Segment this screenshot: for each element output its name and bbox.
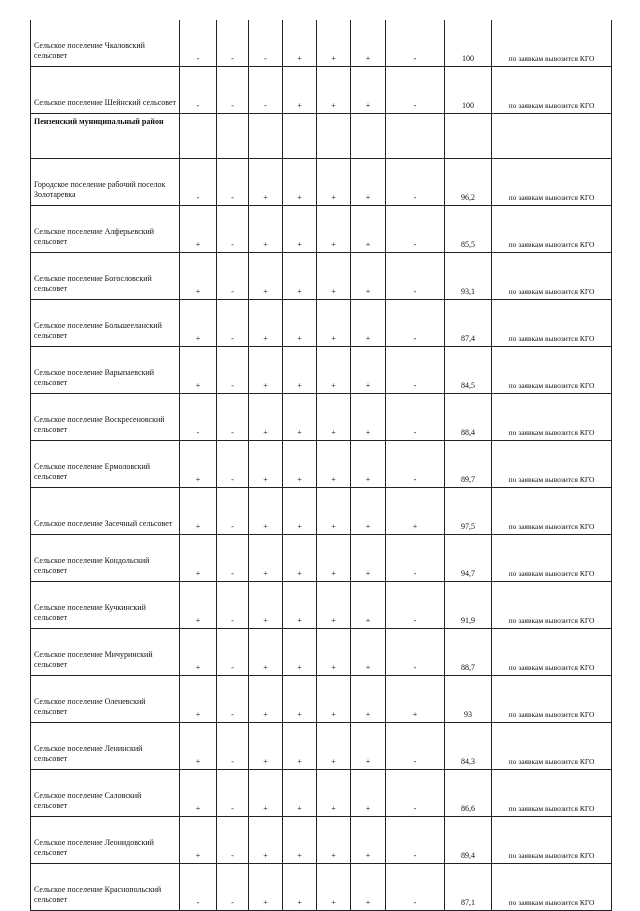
mark-cell: +	[317, 817, 351, 864]
settlement-name: Городское поселение рабочий поселок Золотаревка	[31, 159, 180, 206]
table-body	[31, 20, 612, 911]
mark-cell: +	[283, 864, 317, 911]
mark-cell: -	[386, 20, 445, 67]
coverage-percent: 89,4	[445, 817, 492, 864]
mark-cell: -	[217, 159, 249, 206]
mark-cell: +	[180, 441, 217, 488]
table-row	[31, 67, 612, 114]
table-row	[31, 488, 612, 535]
table-row	[31, 864, 612, 911]
mark-cell: +	[283, 676, 317, 723]
mark-cell: +	[317, 582, 351, 629]
mark-cell: +	[283, 394, 317, 441]
mark-cell: -	[180, 67, 217, 114]
mark-cell: -	[217, 488, 249, 535]
mark-cell: -	[249, 67, 283, 114]
mark-cell: +	[283, 488, 317, 535]
coverage-percent: 91,9	[445, 582, 492, 629]
mark-cell: +	[283, 253, 317, 300]
settlement-name: Сельское поселение Варыпаевский сельсовет	[31, 347, 180, 394]
table-row	[31, 347, 612, 394]
settlement-name: Сельское поселение Оленевский сельсовет	[31, 676, 180, 723]
settlement-name: Сельское поселение Ермоловский сельсовет	[31, 441, 180, 488]
coverage-percent: 97,5	[445, 488, 492, 535]
mark-cell: +	[351, 441, 386, 488]
coverage-percent: 84,5	[445, 347, 492, 394]
mark-cell: +	[283, 300, 317, 347]
mark-cell: -	[217, 347, 249, 394]
note-cell	[492, 114, 612, 159]
settlement-name: Сельское поселение Кучкинский сельсовет	[31, 582, 180, 629]
table-row	[31, 582, 612, 629]
mark-cell: -	[217, 770, 249, 817]
mark-cell	[317, 114, 351, 159]
mark-cell: +	[351, 300, 386, 347]
mark-cell: +	[351, 20, 386, 67]
mark-cell: -	[249, 20, 283, 67]
mark-cell: +	[351, 864, 386, 911]
mark-cell	[249, 114, 283, 159]
mark-cell: +	[351, 629, 386, 676]
coverage-percent: 87,1	[445, 864, 492, 911]
mark-cell: +	[249, 723, 283, 770]
mark-cell: +	[249, 864, 283, 911]
mark-cell: +	[317, 629, 351, 676]
mark-cell: +	[249, 629, 283, 676]
mark-cell: +	[351, 394, 386, 441]
section-row	[31, 114, 612, 159]
mark-cell: +	[283, 441, 317, 488]
note-cell: по заявкам вывозится КГО	[492, 535, 612, 582]
table-row	[31, 20, 612, 67]
settlement-name: Сельское поселение Кондольский сельсовет	[31, 535, 180, 582]
coverage-percent	[445, 114, 492, 159]
mark-cell: +	[351, 723, 386, 770]
mark-cell: +	[317, 253, 351, 300]
mark-cell: +	[317, 300, 351, 347]
mark-cell: +	[249, 394, 283, 441]
note-cell: по заявкам вывозится КГО	[492, 394, 612, 441]
mark-cell: -	[217, 864, 249, 911]
table-row	[31, 159, 612, 206]
mark-cell: +	[180, 629, 217, 676]
mark-cell: +	[351, 770, 386, 817]
mark-cell: +	[317, 159, 351, 206]
coverage-percent: 85,5	[445, 206, 492, 253]
mark-cell	[217, 114, 249, 159]
settlement-name: Сельское поселение Чкаловский сельсовет	[31, 20, 180, 67]
coverage-percent: 88,7	[445, 629, 492, 676]
mark-cell: -	[180, 20, 217, 67]
mark-cell: -	[217, 253, 249, 300]
mark-cell: +	[249, 159, 283, 206]
note-cell: по заявкам вывозится КГО	[492, 582, 612, 629]
mark-cell: -	[386, 817, 445, 864]
mark-cell: -	[217, 394, 249, 441]
settlement-name: Сельское поселение Саловский сельсовет	[31, 770, 180, 817]
mark-cell: +	[283, 629, 317, 676]
mark-cell: +	[249, 441, 283, 488]
settlement-name: Сельское поселение Большееланский сельсовет	[31, 300, 180, 347]
coverage-percent: 100	[445, 20, 492, 67]
mark-cell: +	[317, 488, 351, 535]
mark-cell: -	[180, 394, 217, 441]
mark-cell: -	[386, 300, 445, 347]
mark-cell: +	[249, 582, 283, 629]
mark-cell: +	[317, 864, 351, 911]
settlement-name: Сельское поселение Шейнский сельсовет	[31, 67, 180, 114]
mark-cell: +	[180, 206, 217, 253]
mark-cell: -	[180, 159, 217, 206]
coverage-percent: 93,1	[445, 253, 492, 300]
table-row	[31, 300, 612, 347]
settlement-name: Сельское поселение Воскресеновский сельсовет	[31, 394, 180, 441]
mark-cell: -	[386, 394, 445, 441]
mark-cell: +	[249, 347, 283, 394]
mark-cell	[351, 114, 386, 159]
mark-cell: +	[283, 535, 317, 582]
note-cell: по заявкам вывозится КГО	[492, 253, 612, 300]
mark-cell: -	[386, 159, 445, 206]
mark-cell: +	[180, 488, 217, 535]
mark-cell: +	[180, 253, 217, 300]
note-cell: по заявкам вывозится КГО	[492, 441, 612, 488]
table-row	[31, 253, 612, 300]
note-cell: по заявкам вывозится КГО	[492, 488, 612, 535]
note-cell: по заявкам вывозится КГО	[492, 676, 612, 723]
mark-cell: -	[217, 817, 249, 864]
mark-cell: +	[249, 300, 283, 347]
mark-cell: +	[317, 20, 351, 67]
mark-cell: -	[386, 347, 445, 394]
mark-cell: +	[317, 206, 351, 253]
note-cell: по заявкам вывозится КГО	[492, 20, 612, 67]
coverage-percent: 86,6	[445, 770, 492, 817]
mark-cell: +	[283, 582, 317, 629]
note-cell: по заявкам вывозится КГО	[492, 770, 612, 817]
note-cell: по заявкам вывозится КГО	[492, 159, 612, 206]
mark-cell: +	[386, 488, 445, 535]
table-row	[31, 629, 612, 676]
note-cell: по заявкам вывозится КГО	[492, 347, 612, 394]
mark-cell: -	[386, 535, 445, 582]
note-cell: по заявкам вывозится КГО	[492, 67, 612, 114]
mark-cell: -	[386, 67, 445, 114]
mark-cell: -	[217, 20, 249, 67]
mark-cell: +	[249, 770, 283, 817]
mark-cell: +	[180, 347, 217, 394]
table-row	[31, 441, 612, 488]
mark-cell: -	[217, 676, 249, 723]
mark-cell: +	[317, 441, 351, 488]
coverage-percent: 89,7	[445, 441, 492, 488]
table-row	[31, 394, 612, 441]
mark-cell: +	[317, 67, 351, 114]
mark-cell: +	[180, 676, 217, 723]
coverage-percent: 93	[445, 676, 492, 723]
mark-cell: +	[283, 723, 317, 770]
mark-cell: +	[351, 347, 386, 394]
settlement-name: Сельское поселение Засечный сельсовет	[31, 488, 180, 535]
table-row	[31, 676, 612, 723]
note-cell: по заявкам вывозится КГО	[492, 817, 612, 864]
mark-cell: -	[217, 535, 249, 582]
mark-cell: +	[180, 582, 217, 629]
mark-cell: -	[386, 723, 445, 770]
mark-cell: -	[386, 206, 445, 253]
coverage-percent: 100	[445, 67, 492, 114]
mark-cell: +	[180, 535, 217, 582]
mark-cell: +	[283, 817, 317, 864]
mark-cell: -	[217, 441, 249, 488]
mark-cell: +	[249, 676, 283, 723]
mark-cell: -	[217, 206, 249, 253]
mark-cell: +	[249, 206, 283, 253]
settlement-name: Сельское поселение Краснопольский сельсовет	[31, 864, 180, 911]
mark-cell	[386, 114, 445, 159]
table-row	[31, 206, 612, 253]
note-cell: по заявкам вывозится КГО	[492, 723, 612, 770]
mark-cell: +	[351, 535, 386, 582]
mark-cell: +	[249, 817, 283, 864]
mark-cell: +	[317, 770, 351, 817]
settlement-name: Сельское поселение Ленинский сельсовет	[31, 723, 180, 770]
mark-cell: +	[283, 206, 317, 253]
municipal-table	[30, 20, 612, 911]
note-cell: по заявкам вывозится КГО	[492, 864, 612, 911]
note-cell: по заявкам вывозится КГО	[492, 206, 612, 253]
table-row	[31, 817, 612, 864]
mark-cell: -	[180, 864, 217, 911]
mark-cell: +	[180, 770, 217, 817]
note-cell: по заявкам вывозится КГО	[492, 629, 612, 676]
table-row	[31, 535, 612, 582]
mark-cell: -	[386, 864, 445, 911]
mark-cell: +	[317, 723, 351, 770]
mark-cell: +	[180, 300, 217, 347]
section-title: Пензенский муниципальный район	[31, 114, 180, 159]
mark-cell: +	[317, 535, 351, 582]
mark-cell: +	[351, 253, 386, 300]
mark-cell: -	[217, 67, 249, 114]
mark-cell: -	[386, 582, 445, 629]
mark-cell: +	[386, 676, 445, 723]
mark-cell	[180, 114, 217, 159]
settlement-name: Сельское поселение Мичуринский сельсовет	[31, 629, 180, 676]
mark-cell: +	[351, 488, 386, 535]
mark-cell: +	[351, 159, 386, 206]
coverage-percent: 87,4	[445, 300, 492, 347]
mark-cell: -	[217, 629, 249, 676]
mark-cell: -	[386, 441, 445, 488]
table-row	[31, 770, 612, 817]
mark-cell: +	[317, 394, 351, 441]
table-row	[31, 723, 612, 770]
mark-cell: +	[351, 817, 386, 864]
settlement-name: Сельское поселение Богословский сельсовет	[31, 253, 180, 300]
mark-cell: +	[180, 723, 217, 770]
mark-cell: +	[283, 347, 317, 394]
mark-cell: +	[283, 20, 317, 67]
mark-cell: -	[386, 770, 445, 817]
mark-cell: +	[283, 770, 317, 817]
mark-cell: -	[217, 723, 249, 770]
settlement-name: Сельское поселение Леонидовский сельсовет	[31, 817, 180, 864]
mark-cell: -	[217, 582, 249, 629]
mark-cell: -	[386, 253, 445, 300]
mark-cell: +	[317, 676, 351, 723]
mark-cell: +	[249, 488, 283, 535]
coverage-percent: 84,3	[445, 723, 492, 770]
coverage-percent: 94,7	[445, 535, 492, 582]
mark-cell: +	[351, 206, 386, 253]
coverage-percent: 88,4	[445, 394, 492, 441]
mark-cell: +	[283, 67, 317, 114]
mark-cell: +	[249, 253, 283, 300]
mark-cell: -	[386, 629, 445, 676]
note-cell: по заявкам вывозится КГО	[492, 300, 612, 347]
mark-cell: +	[283, 159, 317, 206]
mark-cell: +	[180, 817, 217, 864]
mark-cell: +	[317, 347, 351, 394]
mark-cell: +	[351, 67, 386, 114]
mark-cell: +	[351, 676, 386, 723]
mark-cell: +	[249, 535, 283, 582]
settlement-name: Сельское поселение Алферьевский сельсовет	[31, 206, 180, 253]
mark-cell: -	[217, 300, 249, 347]
mark-cell: +	[351, 582, 386, 629]
coverage-percent: 96,2	[445, 159, 492, 206]
mark-cell	[283, 114, 317, 159]
